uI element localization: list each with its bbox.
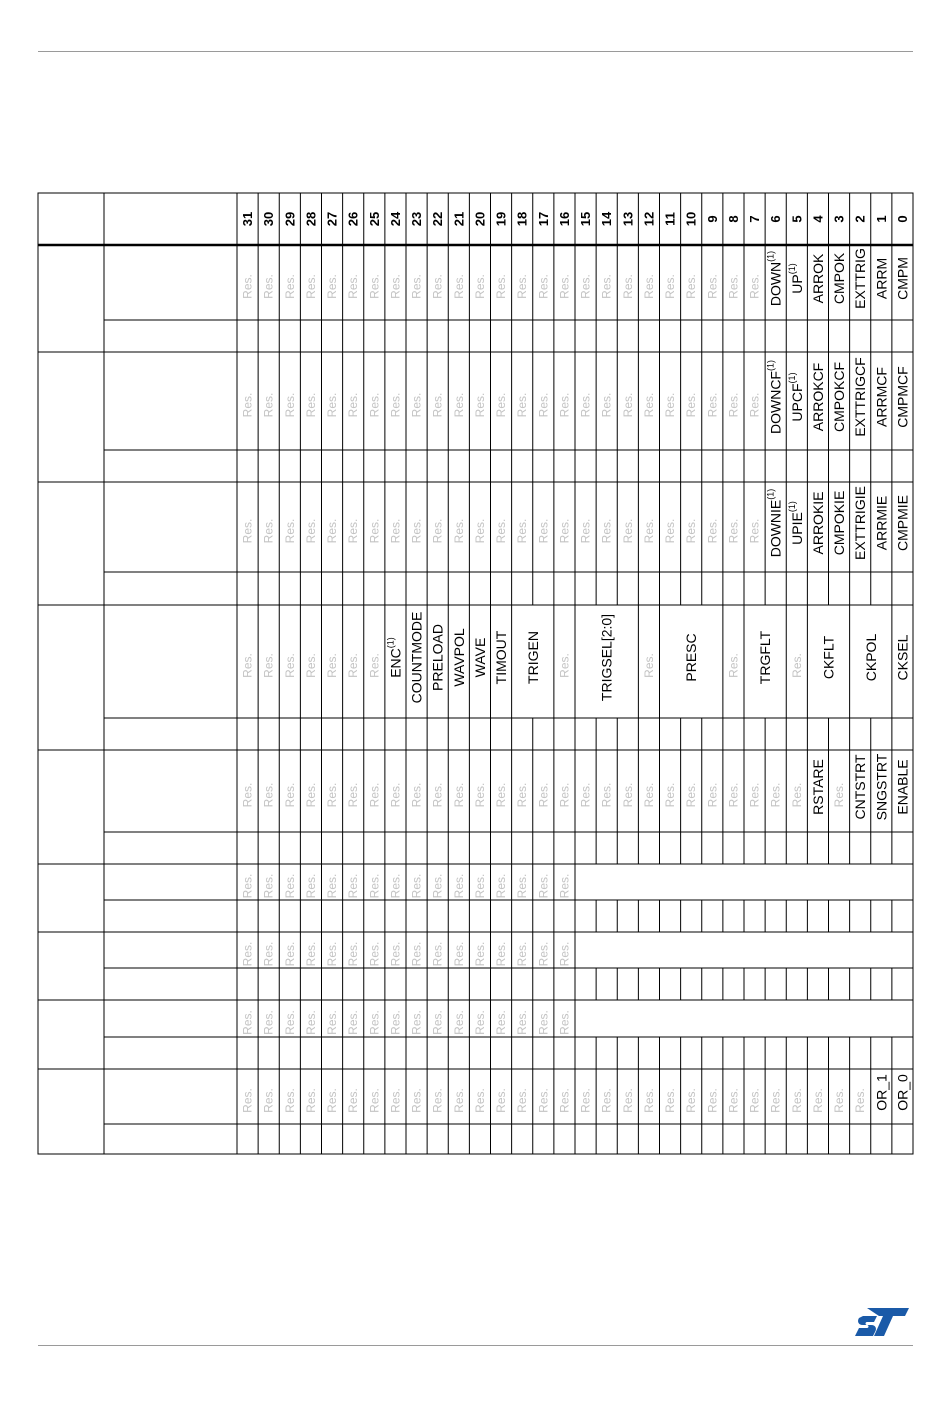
reserved-label: Res. (557, 1010, 572, 1035)
reserved-label: Res. (303, 653, 318, 678)
reserved-label: Res. (599, 392, 614, 418)
bit-number-31: 31 (240, 211, 256, 227)
reserved-label: Res. (261, 782, 276, 808)
reserved-label: Res. (494, 274, 509, 299)
field-arrmcf: ARRMCF (873, 367, 890, 427)
reserved-label: Res. (536, 873, 551, 899)
reserved-label: Res. (789, 653, 804, 678)
field-wavpol: WAVPOL (450, 628, 467, 687)
reserved-label: Res. (367, 274, 382, 299)
bit-number-24: 24 (387, 211, 403, 227)
reserved-label: Res. (282, 1010, 297, 1035)
reserved-label: Res. (472, 392, 487, 418)
reserved-label: Res. (367, 392, 382, 418)
field-cmpokie: CMPOKIE (831, 490, 848, 556)
reserved-label: Res. (472, 274, 487, 299)
reserved-label: Res. (536, 1010, 551, 1035)
reserved-label: Res. (494, 782, 509, 808)
field-cmpmie: CMPMIE (894, 495, 911, 551)
bit-number-7: 7 (747, 215, 763, 223)
reserved-label: Res. (430, 941, 445, 967)
field-presc: PRESC (683, 633, 700, 682)
bit-number-10: 10 (683, 211, 699, 227)
reserved-label: Res. (282, 1088, 297, 1113)
bit-number-20: 20 (472, 211, 488, 227)
reserved-label: Res. (620, 518, 635, 544)
reserved-label: Res. (557, 653, 572, 678)
reserved-label: Res. (620, 1088, 635, 1113)
reserved-label: Res. (325, 873, 340, 899)
reserved-label: Res. (641, 782, 656, 808)
reserved-label: Res. (282, 873, 297, 899)
reserved-label: Res. (240, 782, 255, 808)
field-countmode: COUNTMODE (408, 611, 425, 704)
field-arrmie: ARRMIE (873, 495, 890, 551)
reserved-label: Res. (494, 1010, 509, 1035)
reserved-label: Res. (705, 274, 720, 299)
field-cmpok: CMPOK (831, 252, 848, 305)
reserved-label: Res. (515, 1088, 530, 1113)
reserved-label: Res. (663, 782, 678, 808)
reserved-label: Res. (472, 1010, 487, 1035)
bit-number-14: 14 (599, 211, 615, 227)
reserved-label: Res. (388, 941, 403, 967)
reserved-label: Res. (705, 782, 720, 808)
bit-number-17: 17 (535, 211, 551, 227)
reserved-label: Res. (789, 782, 804, 808)
bit-number-3: 3 (831, 215, 847, 223)
reserved-label: Res. (726, 392, 741, 418)
field-wave: WAVE (471, 637, 488, 678)
field-ckflt: CKFLT (820, 635, 837, 680)
reserved-label: Res. (240, 1088, 255, 1113)
reserved-label: Res. (684, 274, 699, 299)
reserved-label: Res. (261, 392, 276, 418)
reserved-label: Res. (409, 1010, 424, 1035)
bit-number-29: 29 (282, 211, 298, 227)
field-exttrigcf: EXTTRIGCF (852, 357, 869, 437)
reserved-label: Res. (261, 1010, 276, 1035)
footnote-marker: (1) (765, 360, 776, 371)
reserved-label: Res. (303, 782, 318, 808)
reserved-label: Res. (557, 274, 572, 299)
field-timout: TIMOUT (493, 630, 510, 685)
reserved-label: Res. (472, 873, 487, 899)
field-cmpmcf: CMPMCF (894, 366, 911, 428)
reserved-label: Res. (494, 392, 509, 418)
reserved-label: Res. (282, 941, 297, 967)
footnote-marker: (1) (786, 501, 797, 513)
reserved-label: Res. (240, 941, 255, 967)
reserved-label: Res. (663, 1088, 678, 1113)
reserved-label: Res. (367, 1010, 382, 1035)
reserved-label: Res. (367, 1088, 382, 1113)
reserved-label: Res. (515, 782, 530, 808)
reserved-label: Res. (472, 1088, 487, 1113)
reserved-label: Res. (557, 782, 572, 808)
reserved-label: Res. (451, 1088, 466, 1113)
bit-number-19: 19 (493, 211, 509, 227)
reserved-label: Res. (282, 392, 297, 418)
reserved-label: Res. (599, 1088, 614, 1113)
reserved-label: Res. (367, 653, 382, 678)
field-upcf: UPCF$^{(1)}$ (786, 372, 805, 422)
field-exttrig: EXTTRIG (852, 248, 869, 309)
reserved-label: Res. (641, 392, 656, 418)
bit-number-25: 25 (366, 211, 382, 227)
reserved-label: Res. (346, 274, 361, 299)
reserved-label: Res. (747, 1088, 762, 1113)
field-exttrigie: EXTTRIGIE (852, 486, 869, 560)
field-trgflt: TRGFLT (757, 630, 774, 685)
field-rstare: RSTARE (809, 759, 826, 815)
reserved-label: Res. (663, 518, 678, 544)
reserved-label: Res. (536, 274, 551, 299)
field-up: UP$^{(1)}$ (786, 263, 805, 294)
reserved-label: Res. (726, 782, 741, 808)
field-arrm: ARRM (873, 257, 890, 300)
reserved-label: Res. (663, 392, 678, 418)
reserved-label: Res. (240, 873, 255, 899)
footnote-marker: (1) (385, 637, 396, 649)
reserved-label: Res. (325, 1088, 340, 1113)
bit-number-1: 1 (873, 215, 889, 223)
field-downcf: DOWNCF$^{(1)}$ (765, 360, 784, 434)
reserved-label: Res. (536, 1088, 551, 1113)
bit-number-23: 23 (409, 211, 425, 227)
reserved-label: Res. (303, 518, 318, 544)
footnote-marker: (1) (765, 250, 776, 262)
reserved-label: Res. (451, 873, 466, 899)
bit-number-21: 21 (451, 211, 467, 227)
bit-number-0: 0 (894, 215, 910, 223)
reserved-label: Res. (515, 518, 530, 544)
field-cmpm: CMPM (894, 257, 911, 300)
reserved-label: Res. (240, 392, 255, 418)
reserved-label: Res. (557, 941, 572, 967)
field-enable: ENABLE (894, 759, 911, 815)
reserved-label: Res. (282, 518, 297, 544)
bit-number-27: 27 (324, 211, 340, 227)
reserved-label: Res. (726, 518, 741, 544)
reserved-label: Res. (451, 518, 466, 544)
reserved-label: Res. (599, 518, 614, 544)
reserved-label: Res. (325, 392, 340, 418)
reserved-label: Res. (578, 1088, 593, 1113)
field-trigen: TRIGEN (524, 631, 541, 684)
field-arrokie: ARROKIE (809, 491, 826, 555)
bit-number-2: 2 (852, 215, 868, 223)
reserved-label: Res. (346, 518, 361, 544)
field-enc: ENC$^{(1)}$ (385, 637, 404, 678)
reserved-label: Res. (346, 392, 361, 418)
reserved-label: Res. (367, 873, 382, 899)
reserved-label: Res. (747, 518, 762, 544)
reserved-label: Res. (325, 941, 340, 967)
field-arrokcf: ARROKCF (809, 362, 826, 432)
reserved-label: Res. (684, 1088, 699, 1113)
reserved-label: Res. (325, 274, 340, 299)
field-down: DOWN$^{(1)}$ (765, 250, 784, 307)
reserved-label: Res. (430, 1088, 445, 1113)
reserved-label: Res. (641, 1088, 656, 1113)
reserved-label: Res. (325, 653, 340, 678)
bit-number-16: 16 (556, 211, 572, 227)
reserved-label: Res. (346, 1088, 361, 1113)
reserved-label: Res. (557, 392, 572, 418)
reserved-label: Res. (578, 392, 593, 418)
reserved-label: Res. (367, 518, 382, 544)
bit-number-12: 12 (641, 211, 657, 227)
reserved-label: Res. (409, 941, 424, 967)
reserved-label: Res. (726, 653, 741, 678)
reserved-label: Res. (578, 518, 593, 544)
reserved-label: Res. (832, 1088, 847, 1113)
footnote-marker: (1) (786, 372, 797, 384)
reserved-label: Res. (515, 1010, 530, 1035)
st-logo-icon (853, 1306, 911, 1338)
reserved-label: Res. (303, 1010, 318, 1035)
reserved-label: Res. (747, 392, 762, 418)
reserved-label: Res. (557, 1088, 572, 1113)
field-cmpokcf: CMPOKCF (831, 362, 848, 432)
bit-number-8: 8 (725, 215, 741, 223)
reserved-label: Res. (494, 941, 509, 967)
reserved-label: Res. (472, 941, 487, 967)
reserved-label: Res. (430, 873, 445, 899)
reserved-label: Res. (261, 873, 276, 899)
reserved-label: Res. (240, 1010, 255, 1035)
reserved-label: Res. (536, 518, 551, 544)
reserved-label: Res. (346, 873, 361, 899)
reserved-label: Res. (747, 274, 762, 299)
reserved-label: Res. (810, 1088, 825, 1113)
reserved-label: Res. (409, 274, 424, 299)
field-or-0: OR_0 (894, 1074, 911, 1111)
reserved-label: Res. (641, 653, 656, 678)
reserved-label: Res. (303, 392, 318, 418)
reserved-label: Res. (705, 1088, 720, 1113)
reserved-label: Res. (261, 274, 276, 299)
bit-number-11: 11 (662, 212, 678, 226)
reserved-label: Res. (282, 782, 297, 808)
reserved-label: Res. (303, 1088, 318, 1113)
reserved-label: Res. (325, 1010, 340, 1035)
reserved-label: Res. (451, 941, 466, 967)
reserved-label: Res. (388, 518, 403, 544)
reserved-label: Res. (684, 518, 699, 544)
reserved-label: Res. (494, 1088, 509, 1113)
reserved-label: Res. (409, 873, 424, 899)
bit-number-22: 22 (430, 211, 446, 227)
reserved-label: Res. (346, 941, 361, 967)
reserved-label: Res. (705, 392, 720, 418)
reserved-label: Res. (282, 274, 297, 299)
reserved-label: Res. (641, 274, 656, 299)
reserved-label: Res. (620, 274, 635, 299)
reserved-label: Res. (684, 782, 699, 808)
reserved-label: Res. (388, 1010, 403, 1035)
reserved-label: Res. (430, 1010, 445, 1035)
reserved-label: Res. (620, 782, 635, 808)
reserved-label: Res. (430, 782, 445, 808)
reserved-label: Res. (367, 782, 382, 808)
reserved-label: Res. (536, 782, 551, 808)
field-cksel: CKSEL (894, 634, 911, 681)
reserved-label: Res. (705, 518, 720, 544)
bit-number-13: 13 (620, 211, 636, 227)
reserved-label: Res. (599, 274, 614, 299)
reserved-label: Res. (303, 274, 318, 299)
footnote-marker: (1) (765, 488, 776, 500)
reserved-label: Res. (451, 274, 466, 299)
reserved-label: Res. (536, 941, 551, 967)
reserved-label: Res. (409, 392, 424, 418)
field-cntstrt: CNTSTRT (852, 754, 869, 820)
field-sngstrt: SNGSTRT (873, 753, 890, 821)
reserved-label: Res. (599, 782, 614, 808)
reserved-label: Res. (515, 873, 530, 899)
reserved-label: Res. (388, 1088, 403, 1113)
reserved-label: Res. (768, 782, 783, 808)
bit-number-30: 30 (261, 211, 277, 227)
reserved-label: Res. (409, 518, 424, 544)
field-or-1: OR_1 (873, 1074, 890, 1111)
reserved-label: Res. (451, 392, 466, 418)
reserved-label: Res. (261, 1088, 276, 1113)
reserved-label: Res. (536, 392, 551, 418)
bit-number-28: 28 (303, 211, 319, 227)
reserved-label: Res. (303, 941, 318, 967)
reserved-label: Res. (832, 782, 847, 808)
reserved-label: Res. (430, 392, 445, 418)
footer-rule (38, 1345, 913, 1346)
reserved-label: Res. (367, 941, 382, 967)
reserved-label: Res. (472, 782, 487, 808)
bit-number-18: 18 (514, 211, 530, 227)
reserved-label: Res. (557, 518, 572, 544)
reserved-label: Res. (388, 392, 403, 418)
reserved-label: Res. (240, 518, 255, 544)
footnote-marker: (1) (786, 263, 797, 275)
reserved-label: Res. (663, 274, 678, 299)
field-ckpol: CKPOL (862, 633, 879, 682)
reserved-label: Res. (346, 1010, 361, 1035)
reserved-label: Res. (388, 274, 403, 299)
reserved-label: Res. (325, 782, 340, 808)
field-preload: PRELOAD (429, 624, 446, 691)
field-upie: UPIE$^{(1)}$ (786, 501, 805, 545)
reserved-label: Res. (557, 873, 572, 899)
reserved-label: Res. (494, 518, 509, 544)
field-trigsel-2-0-: TRIGSEL[2:0] (598, 613, 615, 702)
reserved-label: Res. (261, 518, 276, 544)
reserved-label: Res. (578, 782, 593, 808)
field-arrok: ARROK (809, 253, 826, 304)
reserved-label: Res. (620, 392, 635, 418)
reserved-label: Res. (684, 392, 699, 418)
bit-number-26: 26 (345, 211, 361, 227)
reserved-label: Res. (303, 873, 318, 899)
reserved-label: Res. (472, 518, 487, 544)
reserved-label: Res. (261, 653, 276, 678)
reserved-label: Res. (768, 1088, 783, 1113)
reserved-label: Res. (409, 1088, 424, 1113)
reserved-label: Res. (747, 782, 762, 808)
reserved-label: Res. (515, 941, 530, 967)
reserved-label: Res. (789, 1088, 804, 1113)
reserved-label: Res. (430, 518, 445, 544)
reserved-label: Res. (853, 1088, 868, 1113)
bit-number-15: 15 (578, 211, 594, 227)
reserved-label: Res. (388, 873, 403, 899)
reserved-label: Res. (726, 1088, 741, 1113)
reserved-label: Res. (346, 653, 361, 678)
reserved-label: Res. (515, 274, 530, 299)
reserved-label: Res. (240, 274, 255, 299)
bit-number-5: 5 (789, 215, 805, 223)
bit-number-6: 6 (768, 215, 784, 223)
bit-number-9: 9 (704, 215, 720, 223)
reserved-label: Res. (494, 873, 509, 899)
field-downie: DOWNIE$^{(1)}$ (765, 488, 784, 558)
reserved-label: Res. (240, 653, 255, 678)
reserved-label: Res. (325, 518, 340, 544)
reserved-label: Res. (282, 653, 297, 678)
reserved-label: Res. (451, 1010, 466, 1035)
reserved-label: Res. (726, 274, 741, 299)
reserved-label: Res. (430, 274, 445, 299)
reserved-label: Res. (515, 392, 530, 418)
reserved-label: Res. (451, 782, 466, 808)
reserved-label: Res. (409, 782, 424, 808)
reserved-label: Res. (388, 782, 403, 808)
reserved-label: Res. (346, 782, 361, 808)
reserved-label: Res. (641, 518, 656, 544)
bit-number-4: 4 (810, 215, 826, 223)
reserved-label: Res. (261, 941, 276, 967)
reserved-label: Res. (578, 274, 593, 299)
